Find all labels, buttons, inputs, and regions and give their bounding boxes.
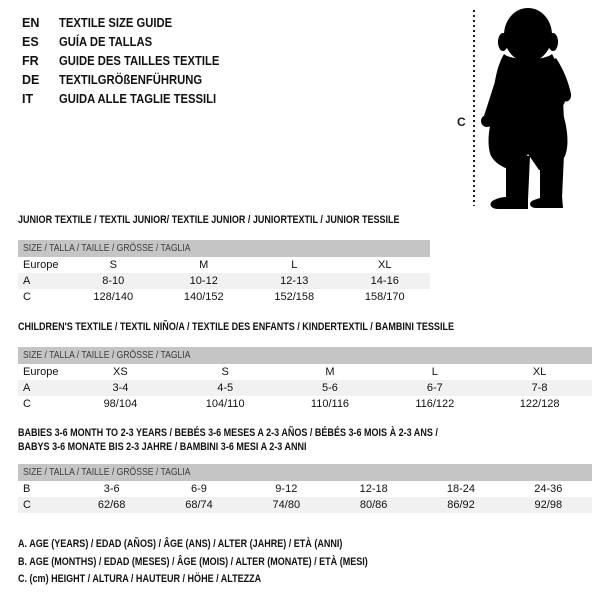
cell-value: 8-10: [102, 275, 125, 287]
measurement-figure: [452, 4, 592, 216]
footnote-text: A. AGE (YEARS) / EDAD (AÑOS) / ÂGE (ANS) / ALTER (JAHRE) / ETÀ (ANNI): [18, 538, 343, 550]
row-label: B: [23, 483, 31, 495]
cell-value: 86/92: [447, 499, 475, 511]
language-code: EN: [22, 16, 40, 30]
cell-value: 10-12: [189, 275, 218, 287]
table-title: [18, 426, 592, 440]
table-row: [18, 380, 592, 396]
cell-value: 6-9: [191, 483, 207, 495]
footnote-b: [18, 554, 445, 572]
table-title-text: JUNIOR TEXTILE / TEXTIL JUNIOR/ TEXTILE JUNIOR / JUNIORTEXTIL / JUNIOR TESSILE: [18, 214, 400, 226]
language-code: ES: [22, 35, 39, 49]
cell-value: XL: [378, 259, 392, 271]
height-measure-label: C: [457, 115, 466, 129]
cell-value: 4-5: [217, 382, 234, 394]
table-row: [18, 481, 592, 497]
cell-value: 14-16: [370, 275, 399, 287]
language-label: TEXTILGRÖßENFÜHRUNG: [59, 73, 203, 87]
language-row-it: [22, 90, 237, 109]
table-title-text: CHILDREN'S TEXTILE / TEXTIL NIÑO/A / TEXTILE DES ENFANTS / KINDERTEXTIL / BAMBINI TESSILE: [18, 321, 454, 333]
cell-value: 98/104: [103, 398, 138, 410]
row-label: Europe: [23, 366, 59, 378]
babies-textile-table: [18, 426, 592, 513]
language-row-en: [22, 14, 237, 33]
cell-value: M: [325, 366, 335, 378]
row-label: C: [23, 398, 31, 410]
cell-value: 7-8: [531, 382, 548, 394]
language-row-fr: [22, 52, 237, 71]
cell-value: 3-6: [103, 483, 120, 495]
cell-value: 152/158: [274, 291, 315, 303]
cell-value: 6-7: [426, 382, 443, 394]
cell-value: 122/128: [519, 398, 560, 410]
table-title-line2: [18, 440, 592, 454]
cell-value: S: [109, 259, 117, 271]
language-header: [22, 14, 237, 109]
row-label: Europe: [23, 259, 59, 271]
size-header-bar: [18, 464, 592, 481]
row-label: A: [23, 382, 31, 394]
table-row: [18, 497, 592, 513]
junior-textile-table: [18, 213, 430, 305]
language-label: GUIDE DES TAILLES TEXTILE: [59, 54, 220, 68]
cell-value: 3-4: [112, 382, 129, 394]
cell-value: 104/110: [205, 398, 245, 410]
table-title: [18, 213, 430, 227]
row-label: C: [23, 291, 31, 303]
table-rows: [18, 481, 592, 513]
toddler-silhouette: [481, 8, 571, 209]
size-header-text: SIZE / TALLA / TAILLE / GRÖSSE / TAGLIA: [23, 466, 191, 478]
cell-value: XL: [532, 366, 547, 378]
cell-value: XS: [113, 366, 128, 378]
cell-value: L: [291, 259, 298, 271]
children-textile-table: [18, 320, 592, 412]
cell-value: L: [431, 366, 438, 378]
table-rows: [18, 257, 430, 305]
table-title-text: BABIES 3-6 MONTH TO 2-3 YEARS / BEBÉS 3-6 MESES A 2-3 AÑOS / BÉBÉS 3-6 MOIS À 2-3 ANS /: [18, 427, 438, 439]
cell-value: 116/122: [415, 398, 455, 410]
cell-value: 158/170: [364, 291, 405, 303]
table-title-text: BABYS 3-6 MONATE BIS 2-3 JAHRE / BAMBINI 3-6 MESI A 2-3 ANNI: [18, 441, 307, 453]
table-rows: [18, 364, 592, 412]
cell-value: 5-6: [322, 382, 338, 394]
footnote-c: [18, 571, 445, 589]
footnote-text: C. (cm) HEIGHT / ALTURA / HAUTEUR / HÖHE / ALTEZZA: [18, 573, 262, 585]
cell-value: 62/68: [97, 499, 126, 511]
footnote-text: B. AGE (MONTHS) / EDAD (MESES) / ÂGE (MOIS) / ALTER (MONATE) / ETÀ (MESI): [18, 555, 368, 568]
language-label: GUÍA DE TALLAS: [59, 35, 153, 49]
cell-value: 12-13: [280, 275, 309, 287]
table-title: [18, 320, 592, 334]
row-label: A: [23, 275, 31, 287]
size-header-bar: [18, 347, 592, 364]
footnote-a: [18, 536, 445, 554]
table-row: [18, 289, 430, 305]
language-row-de: [22, 71, 237, 90]
cell-value: 18-24: [446, 483, 476, 495]
cell-value: 80/86: [359, 499, 388, 511]
language-label: GUIDA ALLE TAGLIE TESSILI: [59, 92, 217, 106]
language-row-es: [22, 33, 237, 52]
measurement-footnotes: [18, 536, 445, 589]
cell-value: 9-12: [275, 483, 298, 495]
row-label: C: [23, 499, 31, 511]
table-row: [18, 396, 592, 412]
table-row: [18, 257, 430, 273]
cell-value: 24-36: [534, 483, 563, 495]
cell-value: 68/74: [185, 499, 213, 511]
language-label: TEXTILE SIZE GUIDE: [59, 16, 173, 30]
cell-value: 74/80: [272, 499, 301, 511]
cell-value: 92/98: [534, 499, 563, 511]
language-code: DE: [22, 73, 40, 87]
toddler-silhouette-icon: [452, 4, 592, 216]
size-header-text: SIZE / TALLA / TAILLE / GRÖSSE / TAGLIA: [23, 349, 191, 361]
language-code: FR: [22, 54, 39, 68]
size-header-bar: [18, 240, 430, 257]
language-code: IT: [22, 92, 34, 106]
cell-value: 128/140: [93, 291, 134, 303]
cell-value: 140/152: [183, 291, 224, 303]
cell-value: S: [221, 366, 229, 378]
table-row: [18, 273, 430, 289]
cell-value: 110/116: [310, 398, 350, 410]
table-row: [18, 364, 592, 380]
size-header-text: SIZE / TALLA / TAILLE / GRÖSSE / TAGLIA: [23, 242, 191, 254]
cell-value: M: [199, 259, 209, 271]
cell-value: 12-18: [359, 483, 388, 495]
